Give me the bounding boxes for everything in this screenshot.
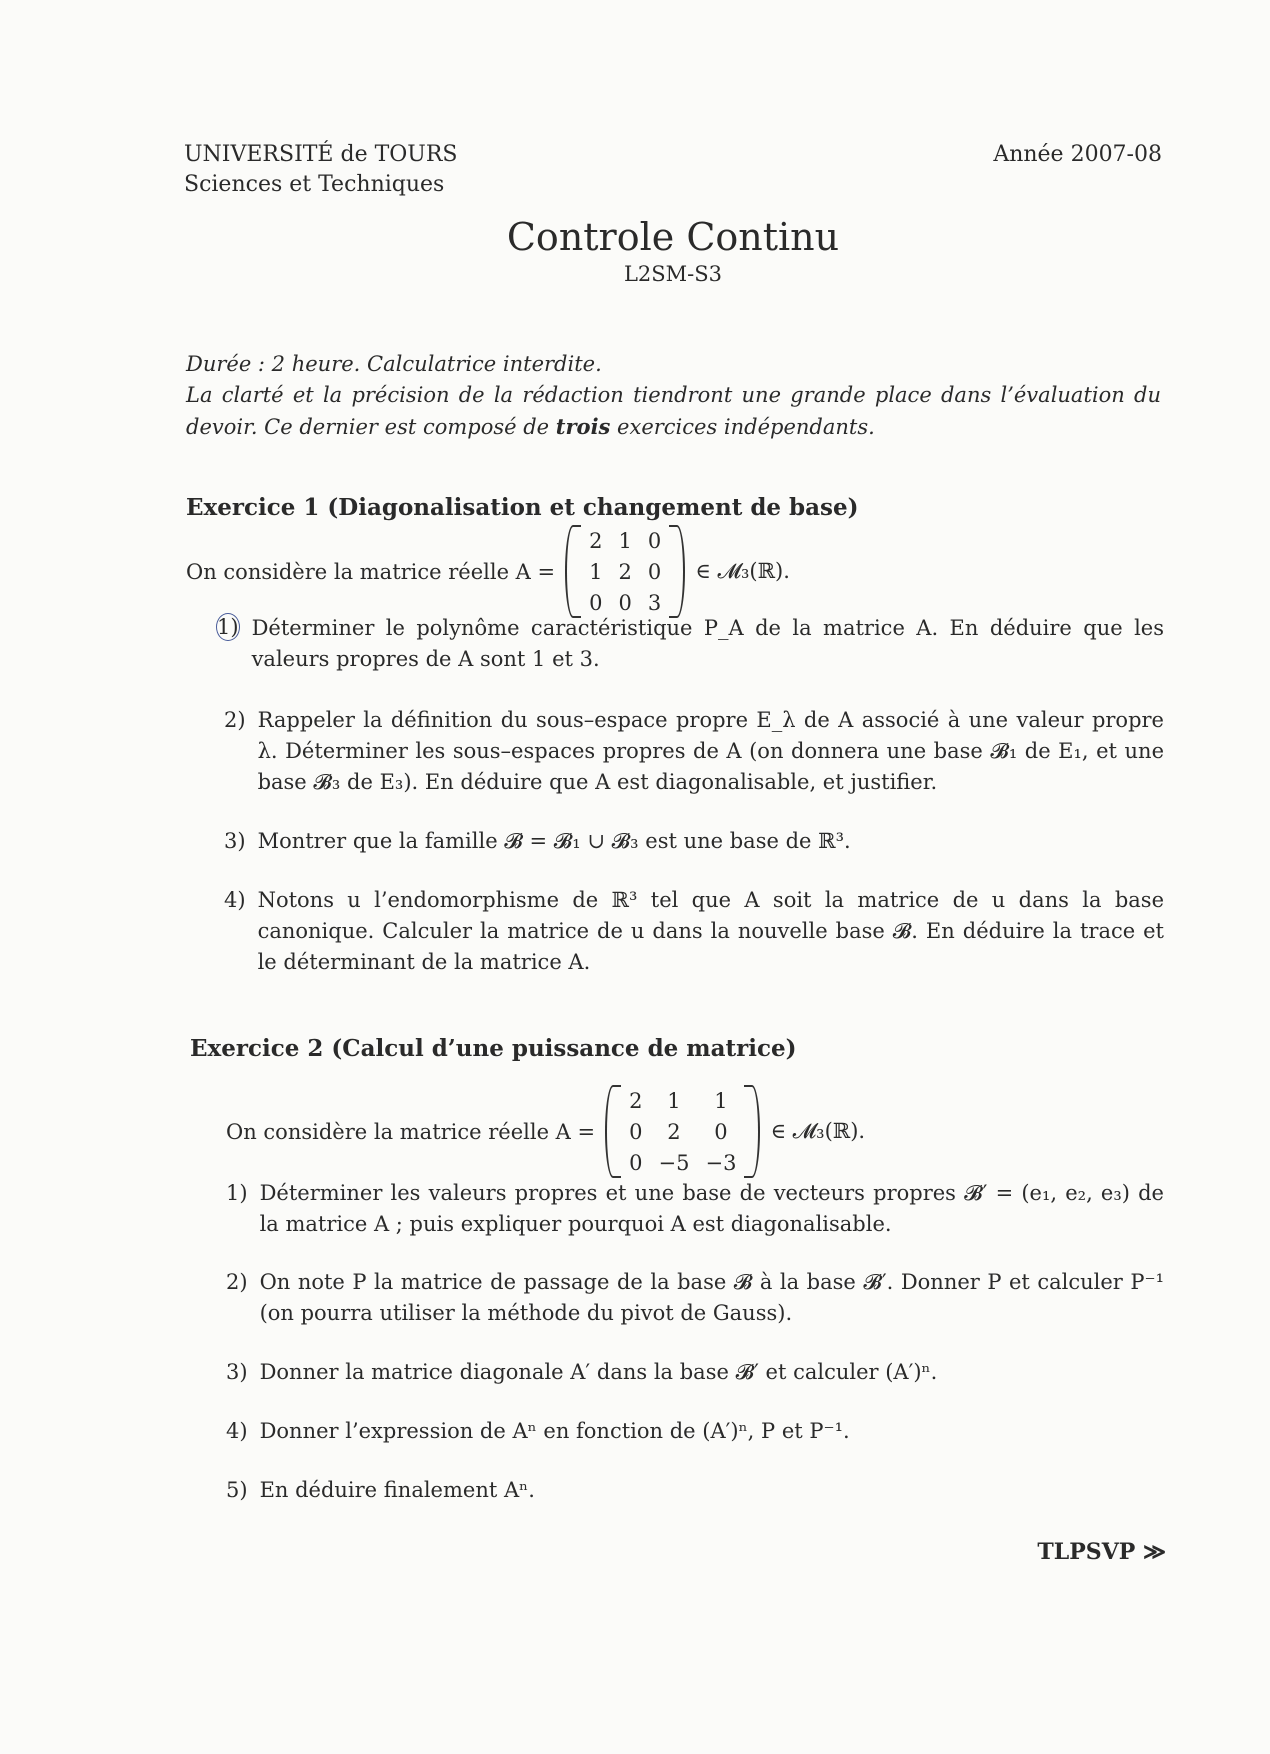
page-subtitle: L2SM-S3 <box>623 262 723 286</box>
matrix-cell: 0 <box>647 528 662 553</box>
exercise-1-matrix-line <box>186 525 790 618</box>
question-text: On note P la matrice de passage de la base 𝓑 à la base 𝓑′. Donner P et calculer P⁻¹ (on pourra utiliser la méthode du pivot de Gauss). <box>259 1270 1164 1325</box>
exercise-2-heading: Exercice 2 (Calcul d’une puissance de matrice) <box>190 1035 797 1062</box>
matrix-space: ∈ 𝓜₃(ℝ). <box>770 1119 866 1143</box>
instructions <box>186 349 1161 443</box>
question-text: Notons u l’endomorphisme de ℝ³ tel que A soit la matrice de u dans la base canonique. Calculer la matrice de u dans la nouvelle base 𝓑. En déduire la trace et le déterminant de la matrice A. <box>257 888 1164 974</box>
question-number: 3) <box>224 829 246 853</box>
matrix-cell: 0 <box>647 559 662 584</box>
matrix-cell: 0 <box>714 1119 728 1144</box>
ex1-question-2 <box>224 705 1164 798</box>
bold-word: trois <box>555 414 611 439</box>
question-number: 1) <box>226 1181 248 1205</box>
matrix-cell: 2 <box>589 528 603 553</box>
ex2-question-1 <box>226 1178 1164 1240</box>
question-text: Rappeler la définition du sous–espace propre E_λ de A associé à une valeur propre λ. Déterminer les sous–espaces propres de A (on donnera une base 𝓑₁ de E₁, et une base 𝓑₃ de E₃). En déduire que A est diagonalisable, et justifier. <box>257 708 1164 794</box>
matrix-cell: 0 <box>629 1119 643 1144</box>
matrix-cell: −3 <box>705 1150 737 1175</box>
matrix-table <box>621 1085 744 1178</box>
matrix-cell: 1 <box>714 1088 728 1113</box>
turn-page-note: TLPSVP ≫ <box>1037 1539 1166 1565</box>
matrix-cell: 3 <box>647 590 662 615</box>
header-left <box>184 140 457 200</box>
instructions-text: La clarté et la précision de la rédaction tiendront une grande place dans l’évaluation du devoir. Ce dernier est composé de trois exercices indépendants. <box>186 383 1161 439</box>
matrix-cell: 0 <box>629 1150 643 1175</box>
page-title: Controle Continu <box>506 215 840 259</box>
university-name: UNIVERSITÉ de TOURS <box>184 142 458 167</box>
right-paren <box>744 1085 760 1178</box>
academic-year: Année 2007-08 <box>993 142 1162 167</box>
matrix-intro: On considère la matrice réelle A = <box>226 1119 596 1144</box>
question-text: Montrer que la famille 𝓑 = 𝓑₁ ∪ 𝓑₃ est une base de ℝ³. <box>257 829 851 853</box>
exercise-1-heading: Exercice 1 (Diagonalisation et changement de base) <box>186 494 859 521</box>
matrix-cell: 1 <box>589 559 603 584</box>
left-paren <box>565 525 581 618</box>
matrix-cell: 2 <box>618 559 632 584</box>
ex1-question-4 <box>224 885 1164 978</box>
matrix-cell: 0 <box>618 590 632 615</box>
question-text: Déterminer les valeurs propres et une base de vecteurs propres 𝓑′ = (e₁, e₂, e₃) de la matrice A ; puis expliquer pourquoi A est diagonalisable. <box>259 1181 1164 1236</box>
question-text: Donner la matrice diagonale A′ dans la base 𝓑′ et calculer (A′)ⁿ. <box>259 1360 938 1384</box>
matrix-a <box>605 1085 760 1178</box>
matrix-cell: 2 <box>667 1119 681 1144</box>
matrix-cell: −5 <box>658 1150 690 1175</box>
question-number-circled: 1) <box>217 615 239 639</box>
exercise-2-matrix-line <box>226 1085 865 1178</box>
ex2-question-4 <box>226 1416 1164 1447</box>
ex2-question-3 <box>226 1357 1164 1388</box>
ex2-question-2 <box>226 1267 1164 1329</box>
right-paren <box>669 525 685 618</box>
question-number: 2) <box>226 1270 248 1294</box>
matrix-space: ∈ 𝓜₃(ℝ). <box>695 559 790 583</box>
question-text: Déterminer le polynôme caractéristique P_A de la matrice A. En déduire que les valeurs propres de A sont 1 et 3. <box>251 616 1164 671</box>
left-paren <box>605 1085 621 1178</box>
ex1-question-1 <box>216 613 1164 675</box>
matrix-cell: 2 <box>629 1088 643 1113</box>
duration-line: Durée : 2 heure. Calculatrice interdite. <box>186 352 602 376</box>
question-number: 4) <box>224 888 246 912</box>
question-text: Donner l’expression de Aⁿ en fonction de (A′)ⁿ, P et P⁻¹. <box>259 1419 850 1443</box>
question-number: 2) <box>224 708 246 732</box>
matrix-intro: On considère la matrice réelle A = <box>186 559 556 584</box>
matrix-cell: 0 <box>589 590 603 615</box>
question-number: 4) <box>226 1419 248 1443</box>
ex1-question-3 <box>224 826 1164 857</box>
faculty-name: Sciences et Techniques <box>184 172 445 197</box>
matrix-a <box>565 525 685 618</box>
matrix-cell: 1 <box>667 1088 681 1113</box>
matrix-table <box>581 525 669 618</box>
ex2-question-5 <box>226 1475 1164 1506</box>
question-text: En déduire finalement Aⁿ. <box>259 1478 535 1502</box>
question-number: 3) <box>226 1360 248 1384</box>
matrix-cell: 1 <box>618 528 632 553</box>
question-number: 5) <box>226 1478 248 1502</box>
